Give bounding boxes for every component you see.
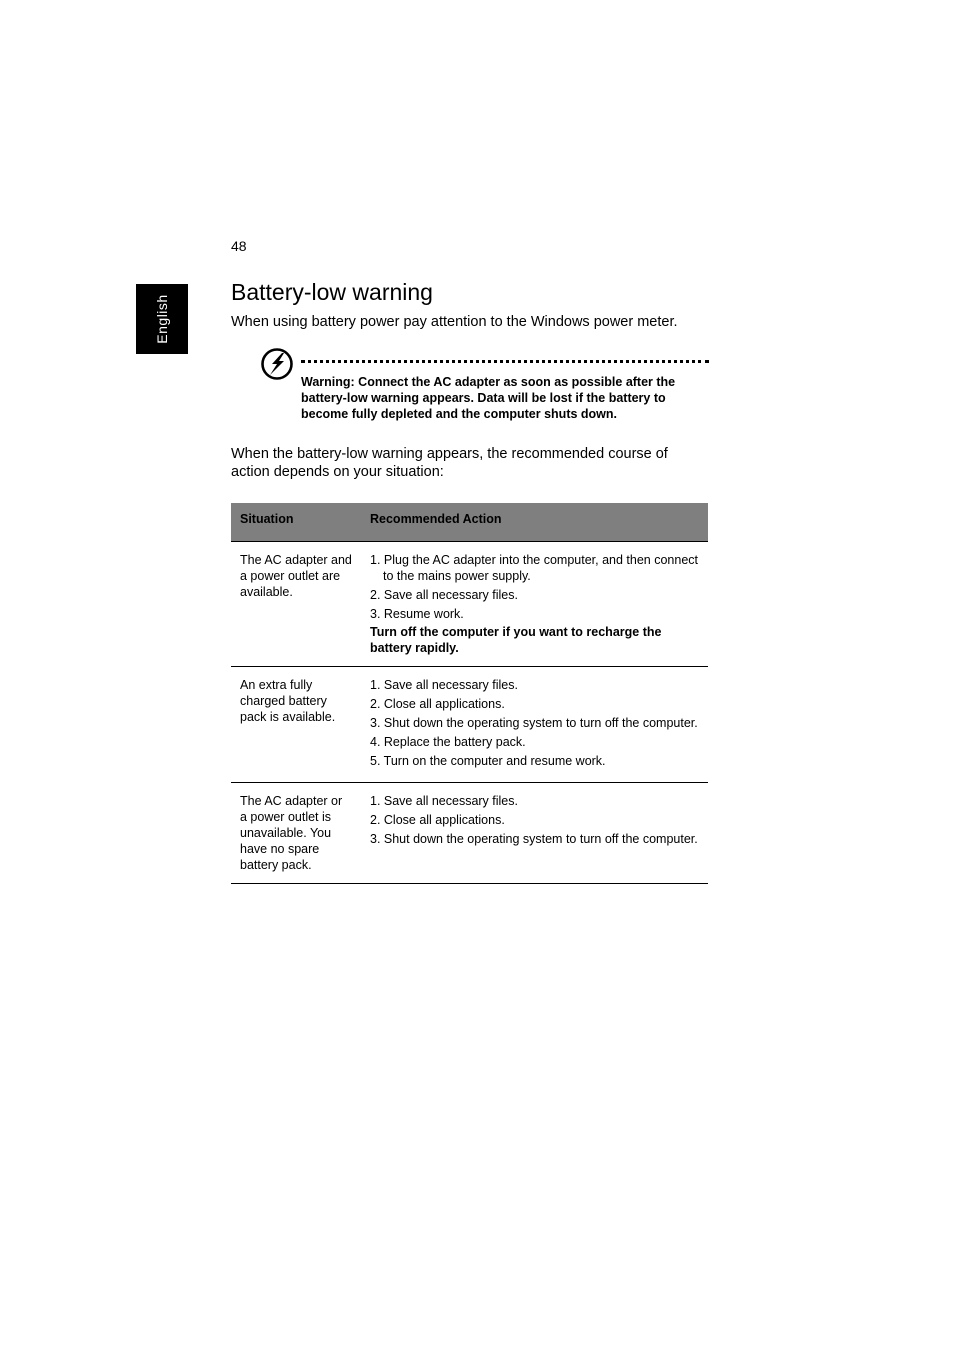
- table-row: [231, 542, 708, 667]
- table-row: [231, 667, 708, 783]
- table-header-row: [231, 503, 708, 542]
- list-item: 2. Save all necessary files.: [370, 588, 518, 602]
- section: [231, 278, 709, 884]
- recommendation-table: [231, 503, 708, 884]
- situation-cell: The AC adapter and a power outlet are available.: [231, 542, 361, 667]
- list-item: 1. Plug the AC adapter into the computer, and then connect to the mains power supply.: [370, 553, 699, 583]
- language-tab-label: English: [154, 294, 170, 344]
- list-item: 3. Shut down the operating system to turn off the computer.: [370, 832, 698, 846]
- list-item: 1. Save all necessary files.: [370, 678, 518, 692]
- list-item: 4. Replace the battery pack.: [370, 735, 526, 749]
- list-item: 3. Shut down the operating system to turn off the computer.: [370, 716, 698, 730]
- list-item: 2. Close all applications.: [370, 697, 505, 711]
- recharge-note: Turn off the computer if you want to recharge the battery rapidly.: [370, 625, 662, 655]
- warning-box: [231, 347, 709, 429]
- list-item: 1. Save all necessary files.: [370, 794, 518, 808]
- action-cell: [361, 542, 708, 667]
- list-item: 3. Resume work.: [370, 607, 464, 621]
- intro-paragraph: When using battery power pay attention to the Windows power meter.: [231, 314, 678, 330]
- header-recommended-action: Recommended Action: [361, 503, 708, 542]
- situation-cell: The AC adapter or a power outlet is unavailable. You have no spare battery pack.: [231, 783, 361, 884]
- action-list: [370, 793, 699, 847]
- warning-text: Warning: Connect the AC adapter as soon as possible after the battery-low warning appears. Data will be lost if the battery to become fully depleted and the computer shuts down.: [301, 375, 676, 421]
- action-cell: [361, 783, 708, 884]
- situation-paragraph: When the battery-low warning appears, the recommended course of action depends on your situation:: [231, 446, 668, 480]
- action-list: [370, 552, 699, 622]
- action-list: [370, 677, 699, 769]
- warning-divider: [301, 360, 709, 363]
- table-row: [231, 783, 708, 884]
- list-item: 5. Turn on the computer and resume work.: [370, 754, 606, 768]
- language-tab: [136, 284, 188, 354]
- list-item: 2. Close all applications.: [370, 813, 505, 827]
- page-number: 48: [231, 238, 247, 254]
- situation-cell: An extra fully charged battery pack is available.: [231, 667, 361, 783]
- header-situation: Situation: [231, 503, 361, 542]
- lightning-warning-icon: [260, 347, 294, 381]
- section-title: Battery-low warning: [231, 279, 433, 305]
- action-cell: [361, 667, 708, 783]
